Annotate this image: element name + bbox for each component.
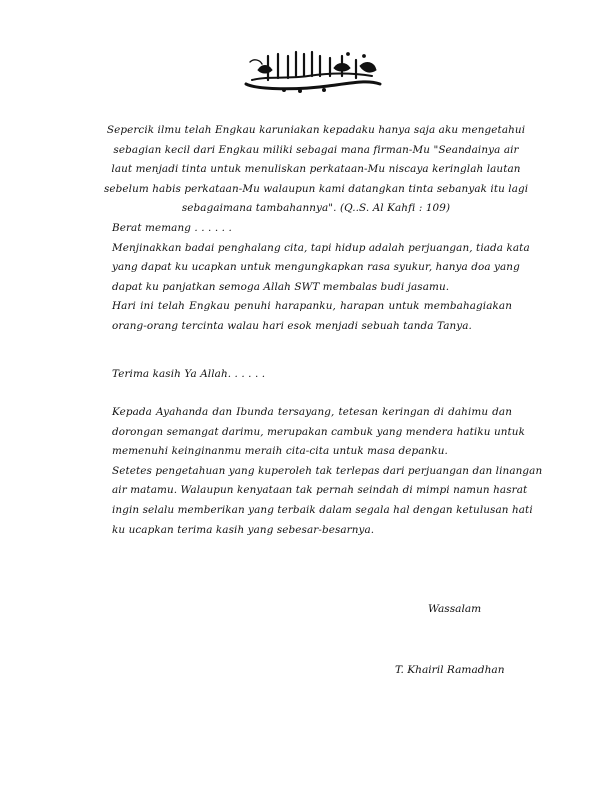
quote-line: sebagian kecil dari Engkau miliki sebagai mana firman-Mu "Seandainya air	[113, 143, 519, 156]
text-line: Setetes pengetahuan yang kuperoleh tak terlepas dari perjuangan dan linangan	[112, 464, 543, 477]
text-line: ku ucapkan terima kasih yang sebesar-besarnya.	[112, 523, 375, 536]
thanks-line	[112, 365, 512, 385]
text-line: memenuhi keinginanmu meraih cita-cita untuk masa depanku.	[112, 445, 448, 458]
text-line: dapat ku panjatkan semoga Allah SWT membalas budi jasamu.	[112, 280, 450, 293]
text-line: Berat memang . . . . . .	[112, 222, 232, 234]
quote-line: laut menjadi tinta untuk menuliskan perkataan-Mu niscaya keringlah lautan	[111, 163, 521, 176]
text-line: yang dapat ku ucapkan untuk mengungkapkan rasa syukur, hanya doa yang	[112, 261, 520, 274]
text-line: Hari ini telah Engkau penuhi harapanku, harapan untuk membahagiakan	[112, 300, 512, 313]
text-line: Terima kasih Ya Allah. . . . . .	[112, 368, 266, 380]
author-name: T. Khairil Ramadhan	[395, 664, 505, 676]
text-line: dorongan semangat darimu, merupakan cambuk yang mendera hatiku untuk	[112, 425, 525, 438]
basmala-calligraphy-icon	[238, 46, 386, 94]
paragraph-gratitude	[112, 219, 530, 337]
text-line: air matamu. Walaupun kenyataan tak pernah seindah di mimpi namun hasrat	[112, 484, 528, 497]
quran-quote	[104, 121, 528, 219]
text-line: Menjinakkan badai penghalang cita, tapi hidup adalah perjuangan, tiada kata	[112, 241, 530, 254]
quote-line: sebagaimana tambahannya". (Q..S. Al Kahfi : 109)	[181, 202, 451, 215]
quote-line: sebelum habis perkataan-Mu walaupun kami datangkan tinta sebanyak itu lagi	[104, 182, 529, 195]
paragraph-parents	[112, 403, 543, 540]
text-line: ingin selalu memberikan yang terbaik dalam segala hal dengan ketulusan hati	[112, 503, 533, 516]
closing-salutation: Wassalam	[428, 603, 482, 615]
text-line: Kepada Ayahanda dan Ibunda tersayang, tetesan keringan di dahimu dan	[112, 406, 512, 418]
text-line: orang-orang tercinta walau hari esok menjadi sebuah tanda Tanya.	[112, 319, 472, 332]
quote-line: Sepercik ilmu telah Engkau karuniakan kepadaku hanya saja aku mengetahui	[106, 124, 526, 136]
